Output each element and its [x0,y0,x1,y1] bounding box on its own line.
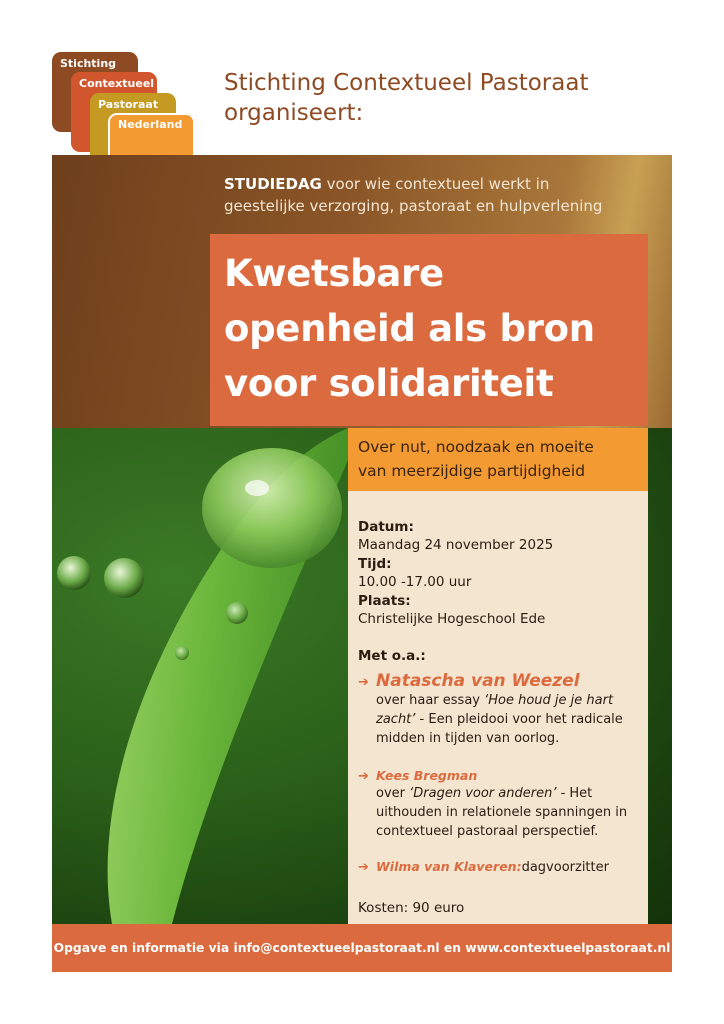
time-value: 10.00 -17.00 uur [358,574,472,590]
logo-text-pastoraat: Pastoraat [98,98,159,111]
speaker-2-desc-suffix: - Het [556,786,593,801]
speaker-1-desc-prefix: over haar essay [376,693,485,708]
organisation-heading [224,68,694,128]
subtitle-line2: geestelijke verzorging, pastoraat en hulpverlening [224,197,603,215]
logo-text-stichting: Stichting [60,57,117,70]
speaker-1-desc-line3: midden in tijden van oorlog. [376,731,560,746]
speaker-1-desc-line2: - Een pleidooi voor het radicale [415,712,623,727]
speaker-2-desc-prefix: over [376,786,410,801]
info-panel [348,491,648,924]
arrow-icon: ➔ [358,769,369,784]
event-title-box [210,234,648,426]
small-droplet-1 [104,558,144,598]
place-label: Plaats: [358,593,411,609]
speakers-label: Met o.a.: [358,648,426,664]
subtitle-line1: voor wie contextueel werkt in [321,175,550,193]
event-title-line1: Kwetsbare [224,252,444,295]
speaker-2-desc-line2: uithouden in relationele spanningen in [376,805,628,820]
footer-contact: Opgave en informatie via info@contextueelpastoraat.nl en www.contextueelpastoraat.nl [52,924,672,972]
cost-text: Kosten: 90 euro [358,900,465,916]
large-droplet [202,448,342,568]
small-droplet-2 [57,556,91,590]
arrow-icon: ➔ [358,675,369,690]
speaker-3-role: dagvoorzitter [521,860,609,875]
organisation-verb: organiseert: [224,100,364,126]
speaker-1-essay-title-end: zacht’ [376,712,416,727]
speaker-1 [358,671,638,691]
speaker-3-name: Wilma van Klaveren: [376,859,522,874]
speaker-1-name: Natascha van Weezel [376,671,580,691]
speaker-2-description [358,784,638,841]
date-value: Maandag 24 november 2025 [358,537,554,553]
event-title-line3: voor solidariteit [224,362,554,405]
speaker-2 [358,768,638,784]
place-value: Christelijke Hogeschool Ede [358,611,546,627]
tagline-box [348,428,648,491]
logo-text-contextueel: Contextueel [79,77,155,90]
tagline-line2: van meerzijdige partijdigheid [358,462,586,480]
droplet-highlight [245,480,269,496]
speaker-2-desc-line3: contextueel pastoraal perspectief. [376,824,599,839]
small-droplet-4 [175,646,189,660]
logo-text-nederland: Nederland [118,118,183,131]
time-label: Tijd: [358,556,392,572]
speaker-2-name: Kees Bregman [376,768,478,783]
organisation-name: Stichting Contextueel Pastoraat [224,70,589,96]
tagline-line1: Over nut, noodzaak en moeite [358,438,594,456]
arrow-icon: ➔ [358,860,369,875]
speaker-1-essay-title: ‘Hoe houd je je hart [484,693,614,708]
speaker-3 [358,859,638,875]
date-label: Datum: [358,519,414,535]
event-subtitle [224,173,664,217]
speaker-1-description [358,691,638,748]
small-droplet-3 [226,602,248,624]
event-type: STUDIEDAG [224,175,322,193]
event-title-line2: openheid als bron [224,307,595,350]
speaker-2-talk-title: ‘Dragen voor anderen’ [409,786,557,801]
